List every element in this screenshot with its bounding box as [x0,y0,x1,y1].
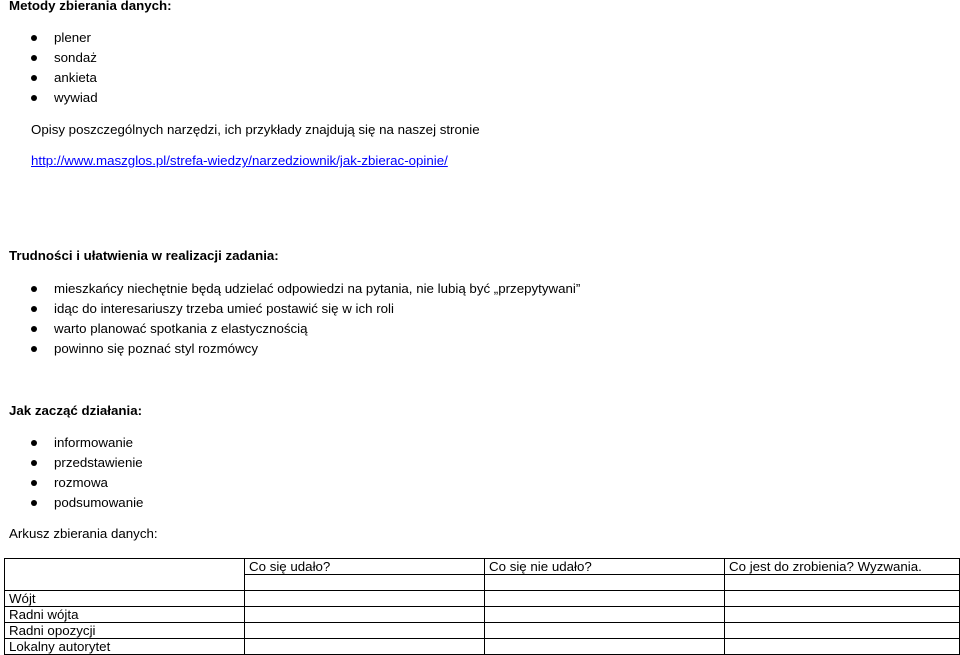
list-item: plener [0,28,98,48]
sheet-heading: Arkusz zbierania danych: [9,526,158,541]
table-cell[interactable] [725,591,960,607]
table-cell[interactable] [245,607,485,623]
table-cell[interactable] [725,623,960,639]
data-sheet-table [4,558,960,655]
list-item: podsumowanie [0,493,143,513]
table-cell[interactable] [245,591,485,607]
difficulties-heading: Trudności i ułatwienia w realizacji zadania: [9,248,279,263]
list-item: mieszkańcy niechętnie będą udzielać odpowiedzi na pytania, nie lubią być „przepytywani” [0,279,580,299]
start-list [0,433,143,513]
bullet-icon [31,326,37,332]
website-link[interactable]: http://www.maszglos.pl/strefa-wiedzy/narzedziownik/jak-zbierac-opinie/ [31,153,448,168]
bullet-icon [31,440,37,446]
list-item: rozmowa [0,473,143,493]
bullet-icon [31,306,37,312]
bullet-icon [31,346,37,352]
column-header: Co jest do zrobienia? Wyzwania. [725,559,960,575]
row-label: Wójt [5,591,245,607]
table-cell[interactable] [245,623,485,639]
bullet-icon [31,95,37,101]
bullet-icon [31,35,37,41]
column-header: Co się nie udało? [485,559,725,575]
bullet-icon [31,55,37,61]
start-heading: Jak zacząć działania: [9,403,143,418]
table-header-row [5,559,960,575]
bullet-icon [31,286,37,292]
difficulties-list [0,279,580,359]
list-item: idąc do interesariuszy trzeba umieć postawić się w ich roli [0,299,580,319]
table-cell[interactable] [725,575,960,591]
table-row [5,591,960,607]
table-cell[interactable] [485,607,725,623]
bullet-icon [31,480,37,486]
table-cell[interactable] [245,575,485,591]
list-item: informowanie [0,433,143,453]
bullet-icon [31,75,37,81]
table-cell[interactable] [485,623,725,639]
list-item: ankieta [0,68,98,88]
table-cell[interactable] [485,575,725,591]
list-item: powinno się poznać styl rozmówcy [0,339,580,359]
table-row [5,623,960,639]
methods-list [0,28,98,108]
row-label: Radni opozycji [5,623,245,639]
methods-note: Opisy poszczególnych narzędzi, ich przykłady znajdują się na naszej stronie [31,122,480,137]
column-header: Co się udało? [245,559,485,575]
list-item: wywiad [0,88,98,108]
row-label: Lokalny autorytet [5,639,245,655]
list-item: sondaż [0,48,98,68]
methods-heading: Metody zbierania danych: [9,0,172,13]
bullet-icon [31,500,37,506]
table-cell[interactable] [485,591,725,607]
bullet-icon [31,460,37,466]
table-corner-cell [5,559,245,591]
table-row [5,607,960,623]
table-cell[interactable] [725,607,960,623]
list-item: warto planować spotkania z elastycznością [0,319,580,339]
row-label: Radni wójta [5,607,245,623]
list-item: przedstawienie [0,453,143,473]
